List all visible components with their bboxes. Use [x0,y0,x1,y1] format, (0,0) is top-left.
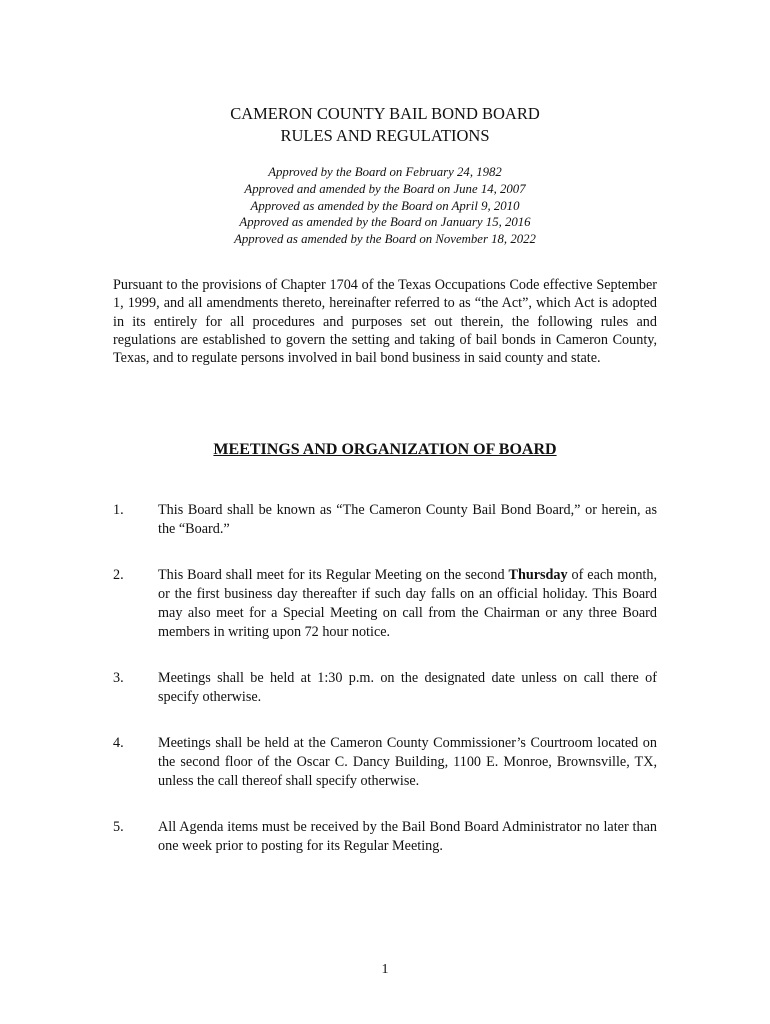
section-heading: MEETINGS AND ORGANIZATION OF BOARD [213,441,557,458]
rule-number: 1. [113,502,124,518]
document-title-line1: CAMERON COUNTY BAIL BOND BOARD [230,104,540,123]
rule-text: This Board shall be known as “The Cameron County Bail Bond Board,” or herein, as the “Board.” [158,502,657,537]
rule-number: 4. [113,735,124,751]
approval-line: Approved and amended by the Board on June 14, 2007 [244,181,526,196]
rule-text-emphasis: Thursday [508,567,568,583]
rule-text-part: of each month, or the first business day thereafter if such day falls on an official holiday. This Board may also meet for a Special Meeting on call from the Chairman or any three Board members in writing upon 72 hour notice. [158,567,658,640]
approval-line: Approved by the Board on February 24, 1982 [268,165,502,179]
approval-line: Approved as amended by the Board on April 9, 2010 [250,198,520,213]
rule-number: 5. [113,819,124,835]
page-number: 1 [381,962,389,977]
approval-line: Approved as amended by the Board on November 18, 2022 [234,232,536,247]
rule-text: All Agenda items must be received by the Bail Bond Board Administrator no later than one week prior to posting for its Regular Meeting. [158,819,657,854]
rule-number: 3. [113,670,124,686]
rule-text: Meetings shall be held at 1:30 p.m. on the designated date unless on call there of specify otherwise. [158,670,657,705]
approval-history [0,164,770,248]
rule-text [158,566,657,642]
approval-line: Approved as amended by the Board on January 15, 2016 [239,215,531,230]
rule-text-part: This Board shall meet for its Regular Meeting on the second [158,567,509,583]
document-title-line2: RULES AND REGULATIONS [280,126,490,145]
rule-text: Meetings shall be held at the Cameron County Commissioner’s Courtroom located on the second floor of the Oscar C. Dancy Building, 1100 E. Monroe, Brownsville, TX, unless the call thereof shall specify otherwise. [158,735,657,789]
rule-number: 2. [113,567,124,583]
intro-paragraph: Pursuant to the provisions of Chapter 1704 of the Texas Occupations Code effective September 1, 1999, and all amendments thereto, hereinafter referred to as “the Act”, which Act is adopted in its entirely for all procedures and purposes set out therein, the following rules and regulations are established to govern the setting and taking of bail bonds in Cameron County, Texas, and to regulate persons involved in bail bond business in said county and state. [113,277,657,367]
